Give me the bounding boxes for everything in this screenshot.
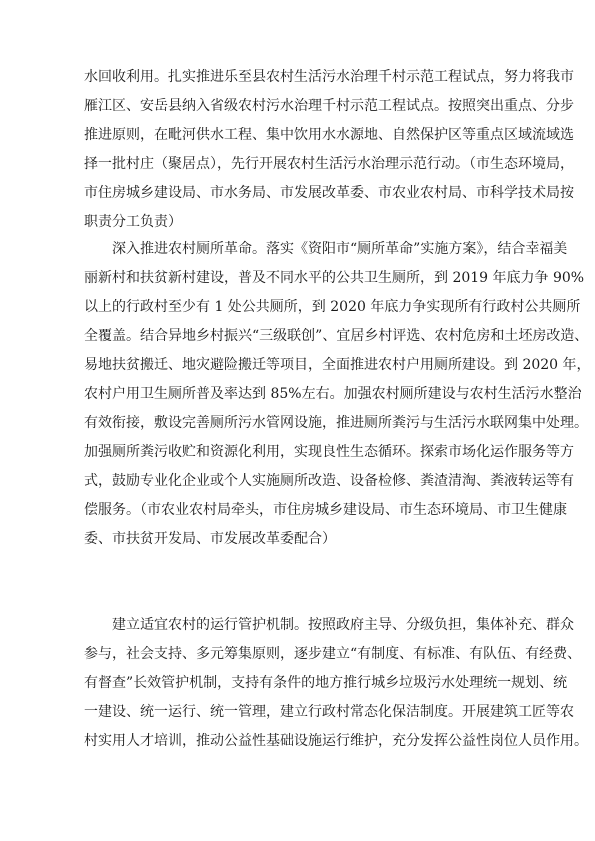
text-line: 丽新村和扶贫新村建设，普及不同水平的公共卫生厕所，到 2019 年底力争 90% — [84, 270, 585, 286]
text-line: 村实用人才培训，推动公益性基础设施运行维护，充分发挥公益性岗位人员作用。 — [84, 733, 588, 749]
text-line: 有效衔接，敷设完善厕所污水管网设施，推进厕所粪污与生活污水联网集中处理。 — [84, 415, 588, 431]
text-line: 易地扶贫搬迁、地灾避险搬迁等项目，全面推进农村户用厕所建设。到 2020 年， — [84, 357, 591, 373]
text-line: 深入推进农村厕所革命。落实《资阳市“厕所革命”实施方案》，结合幸福美 — [84, 241, 568, 257]
text-line: 推进原则，在毗河供水工程、集中饮用水水源地、自然保护区等重点区域流域选 — [84, 127, 574, 143]
text-line: 一建设、统一运行、统一管理，建立行政村常态化保洁制度。开展建筑工匠等农 — [84, 704, 574, 720]
text-line: 委、市扶贫开发局、市发展改革委配合） — [84, 531, 336, 547]
text-line: 全覆盖。结合异地乡村振兴“三级联创”、宜居乡村评选、农村危房和土坯房改造、 — [84, 328, 589, 344]
text-line: 水回收利用。扎实推进乐至县农村生活污水治理千村示范工程试点，努力将我市 — [84, 69, 574, 85]
text-line: 雁江区、安岳县纳入省级农村污水治理千村示范工程试点。按照突出重点、分步 — [84, 98, 574, 114]
text-line: 加强厕所粪污收贮和资源化利用，实现良性生态循环。探索市场化运作服务等方 — [84, 444, 574, 460]
text-line: 职责分工负责） — [84, 214, 182, 230]
text-line: 式，鼓励专业化企业或个人实施厕所改造、设备检修、粪渣清淘、粪液转运等有 — [84, 473, 574, 489]
text-line: 建立适宜农村的运行管护机制。按照政府主导、分级负担，集体补充、群众 — [84, 617, 574, 633]
text-line: 参与，社会支持、多元筹集原则，逐步建立“有制度、有标准、有队伍、有经费、 — [84, 646, 582, 662]
paragraph-maintenance-mechanism — [84, 611, 588, 756]
text-line: 市住房城乡建设局、市水务局、市发展改革委、市农业农村局、市科学技术局按 — [84, 185, 574, 201]
text-line: 有督查”长效管护机制，支持有条件的地方推行城乡垃圾污水处理统一规划、统 — [84, 675, 568, 691]
paragraph-sewage-treatment — [84, 63, 574, 237]
paragraph-toilet-revolution — [84, 235, 591, 554]
text-line: 农村户用卫生厕所普及率达到 85%左右。加强农村厕所建设与农村生活污水整治 — [84, 386, 582, 402]
text-line: 择一批村庄（聚居点），先行开展农村生活污水治理示范行动。（市生态环境局， — [84, 156, 574, 172]
text-line: 偿服务。（市农业农村局牵头，市住房城乡建设局、市生态环境局、市卫生健康 — [84, 502, 567, 518]
text-line: 以上的行政村至少有 1 处公共厕所，到 2020 年底力争实现所有行政村公共厕所 — [84, 299, 581, 315]
